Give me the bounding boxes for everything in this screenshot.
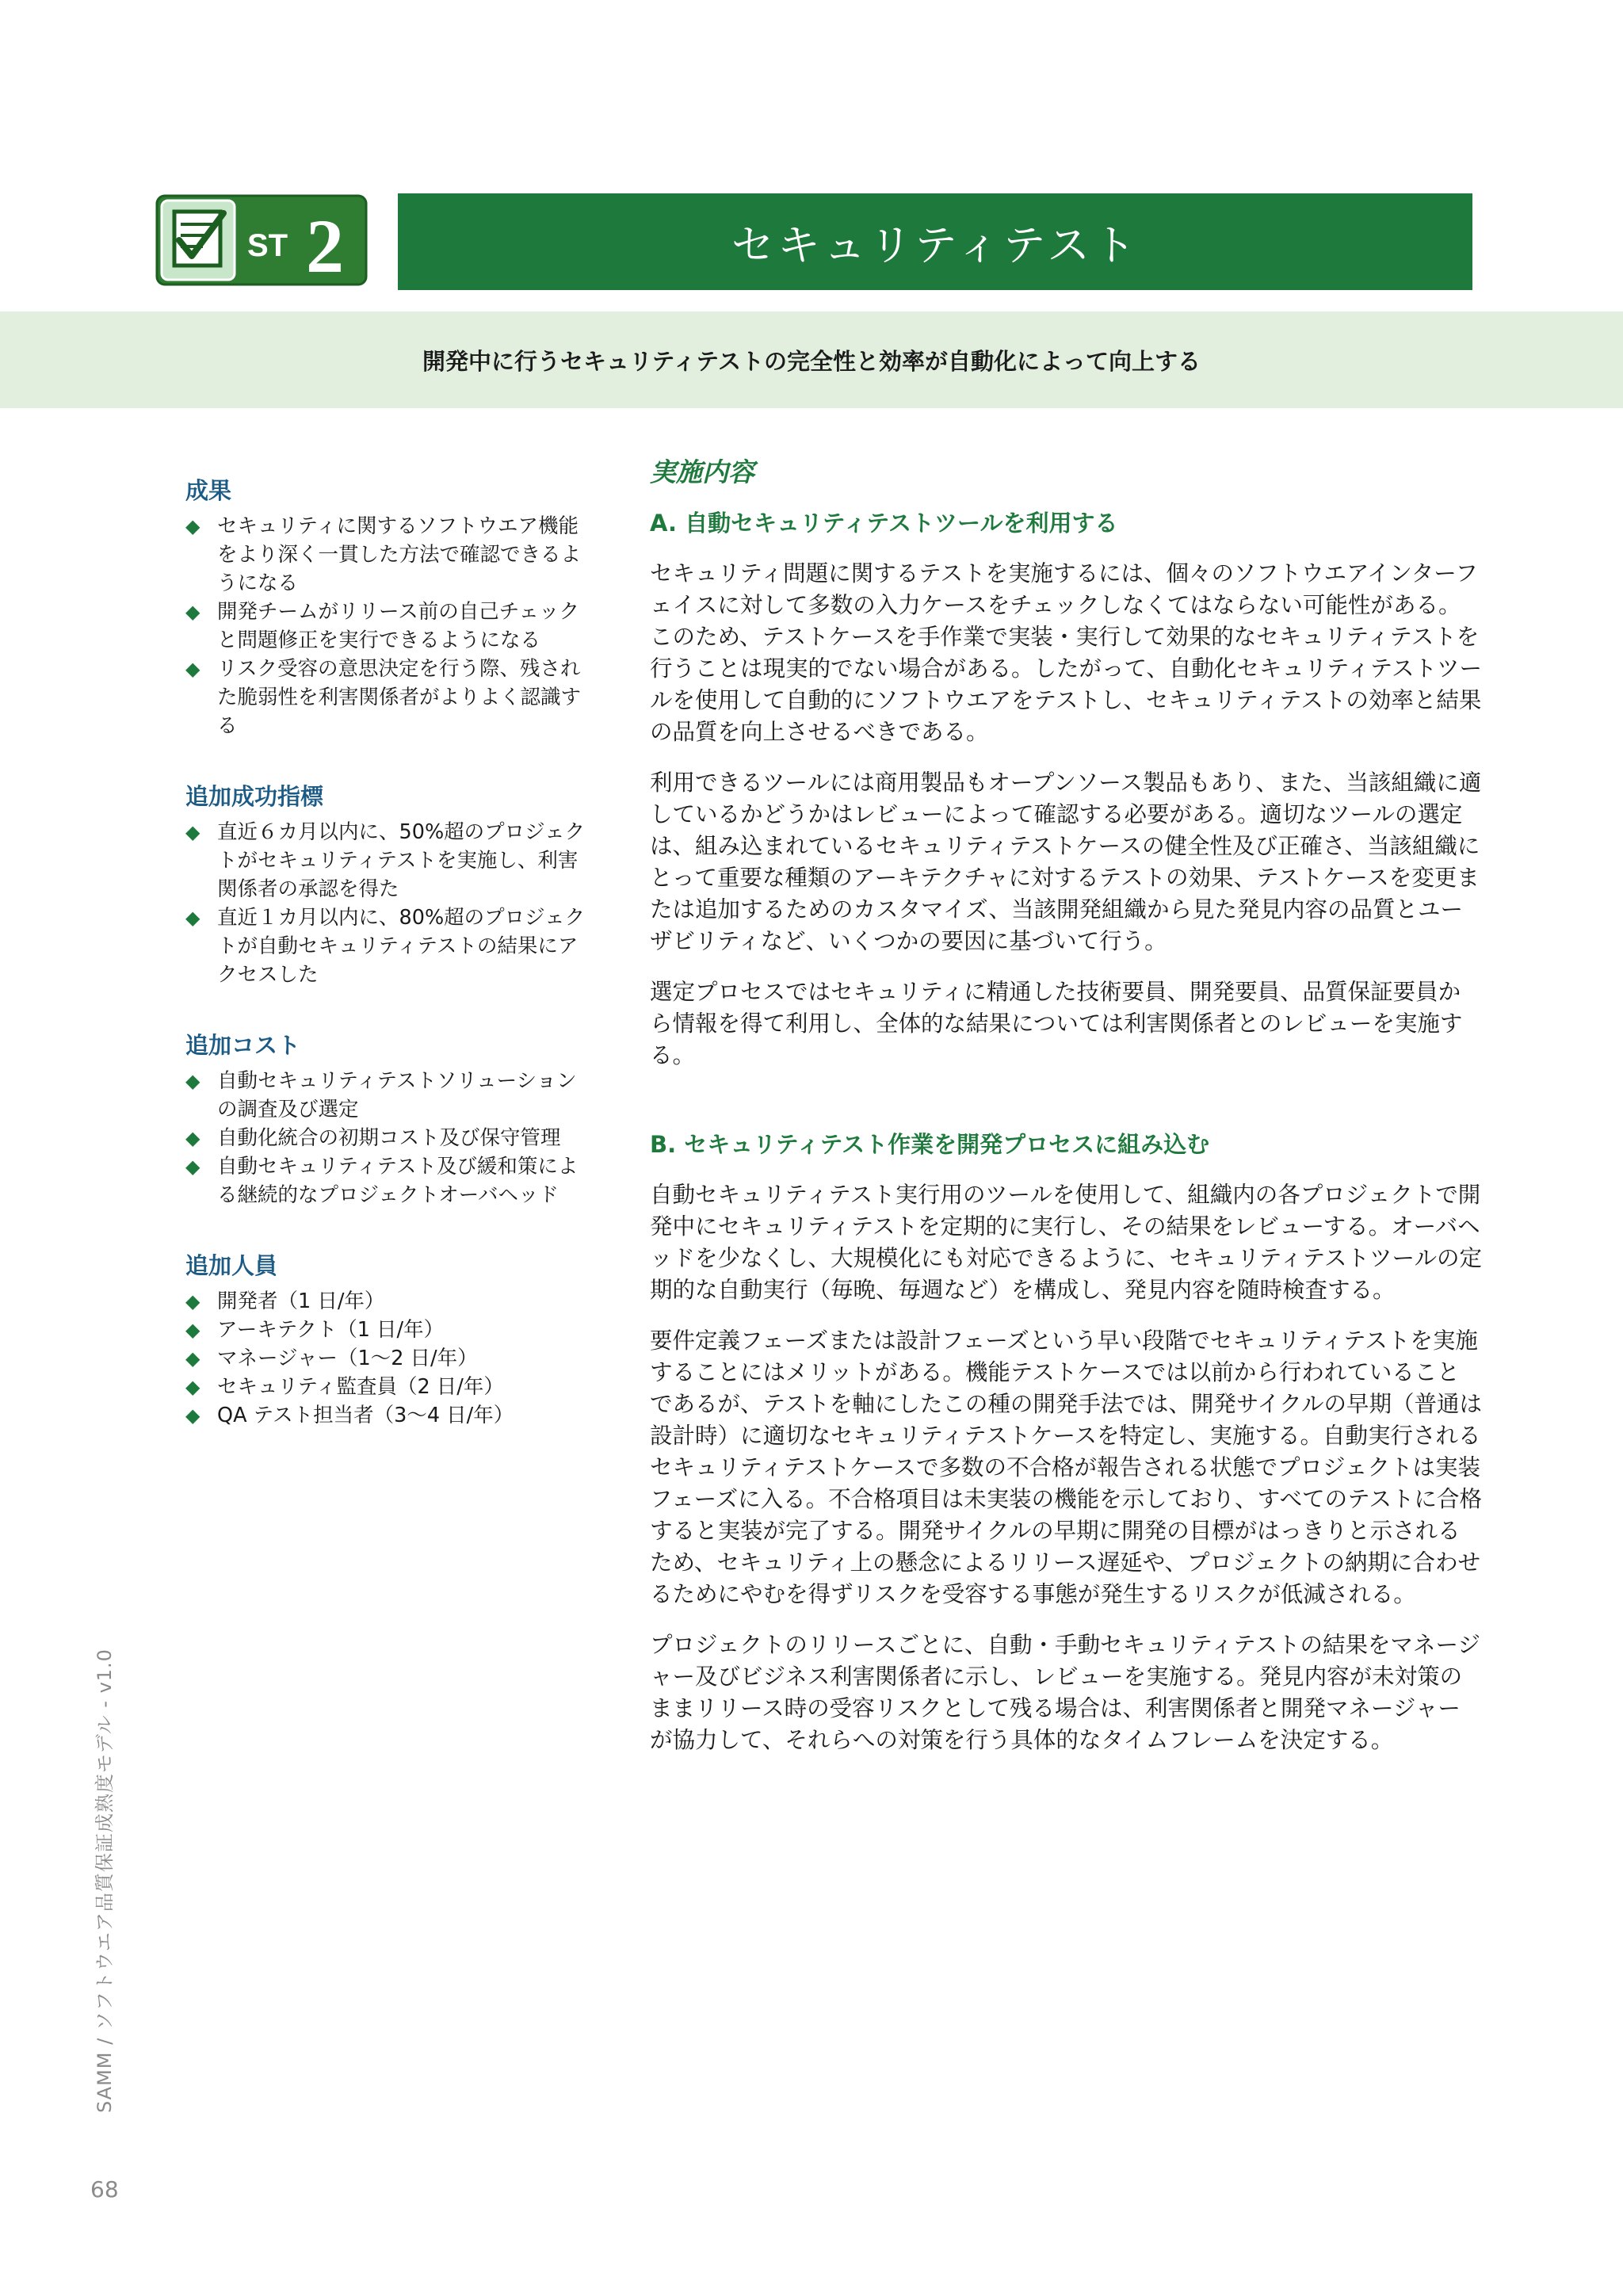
diamond-icon: ◆ bbox=[185, 1404, 200, 1427]
list-item: ◆ 直近６カ月以内に、50%超のプロジェクトがセキュリティテストを実施し、利害関係者の承認を得た bbox=[185, 818, 590, 904]
list-item: ◆ リスク受容の意思決定を行う際、残された脆弱性を利害関係者がよりよく認識する bbox=[185, 655, 590, 740]
diamond-icon: ◆ bbox=[185, 1127, 200, 1149]
personnel-section bbox=[185, 1249, 590, 1430]
list-item: ◆ 自動セキュリティテストソリューションの調査及び選定 bbox=[185, 1067, 590, 1124]
costs-list bbox=[185, 1067, 590, 1209]
diamond-icon: ◆ bbox=[185, 1156, 200, 1178]
diamond-icon: ◆ bbox=[185, 1319, 200, 1341]
list-item: ◆ 開発チームがリリース前の自己チェックと問題修正を実行できるようになる bbox=[185, 598, 590, 655]
list-item: ◆ セキュリティ監査員（2 日/年） bbox=[185, 1373, 590, 1401]
section-a-paragraph: セキュリティ問題に関するテストを実施するには、個々のソフトウエアインターフェイスに対して多数の入力ケースをチェックしなくてはならない可能性がある。このため、テストケースを手作業で実装・実行して効果的なセキュリティテストを行うことは現実的でない場合がある。したがって、自動化セキュリティテストツールを使用して自動的にソフトウエアをテストし、セキュリティテストの効率と結果の品質を向上させるべきである。 bbox=[650, 560, 1482, 745]
list-item: ◆ セキュリティに関するソフトウエア機能をより深く一貫した方法で確認できるようになる bbox=[185, 512, 590, 598]
left-sidebar bbox=[185, 474, 590, 1469]
badge-text: ST bbox=[247, 228, 288, 263]
diamond-icon: ◆ bbox=[185, 1070, 200, 1092]
main-content bbox=[650, 450, 1482, 1775]
results-heading: 成果 bbox=[185, 477, 232, 504]
list-item: ◆ 自動化統合の初期コスト及び保守管理 bbox=[185, 1124, 590, 1152]
list-item: ◆ 開発者（1 日/年） bbox=[185, 1287, 590, 1316]
footer-doc-title: SAMM / ソフトウエア品質保証成熟度モデル - v1.0 bbox=[94, 1648, 116, 2113]
page-title: セキュリティテスト bbox=[398, 193, 1472, 290]
badge-level: 2 bbox=[306, 204, 344, 286]
diamond-icon: ◆ bbox=[185, 821, 200, 843]
results-list bbox=[185, 512, 590, 740]
checklist-icon bbox=[174, 212, 223, 266]
diamond-icon: ◆ bbox=[185, 515, 200, 537]
list-item: ◆ QA テスト担当者（3〜4 日/年） bbox=[185, 1401, 590, 1430]
page-subtitle: 開発中に行うセキュリティテストの完全性と効率が自動化によって向上する bbox=[0, 311, 1623, 408]
section-b-paragraph: 自動セキュリティテスト実行用のツールを使用して、組織内の各プロジェクトで開発中にセキュリティテストを定期的に実行し、その結果をレビューする。オーバヘッドを少なくし、大規模化にも対応できるように、セキュリティテストツールの定期的な自動実行（毎晩、毎週など）を構成し、発見内容を随時検査する。 bbox=[650, 1182, 1482, 1303]
diamond-icon: ◆ bbox=[185, 601, 200, 623]
section-a-heading: A. 自動セキュリティテストツールを利用する bbox=[650, 510, 1118, 537]
personnel-heading: 追加人員 bbox=[185, 1252, 278, 1279]
section-a-paragraph: 選定プロセスではセキュリティに精通した技術要員、開発要員、品質保証要員から情報を得て利用し、全体的な結果については利害関係者とのレビューを実施する。 bbox=[650, 979, 1463, 1068]
list-item: ◆ 直近１カ月以内に、80%超のプロジェクトが自動セキュリティテストの結果にアクセスした bbox=[185, 904, 590, 989]
diamond-icon: ◆ bbox=[185, 1290, 200, 1312]
section-b-paragraph: 要件定義フェーズまたは設計フェーズという早い段階でセキュリティテストを実施することにはメリットがある。機能テストケースでは以前から行われていることであるが、テストを軸にしたこの種の開発手法では、開発サイクルの早期（普通は設計時）に適切なセキュリティテストケースを特定し、実施する。自動実行されるセキュリティテストケースで多数の不合格が報告される状態でプロジェクトは実装フェーズに入る。不合格項目は未実装の機能を示しており、すべてのテストに合格すると実装が完了する。開発サイクルの早期に開発の目標がはっきりと示されるため、セキュリティ上の懸念によるリリース遅延や、プロジェクトの納期に合わせるためにやむを得ずリスクを受容する事態が発生するリスクが低減される。 bbox=[650, 1328, 1482, 1607]
section-b-paragraph: プロジェクトのリリースごとに、自動・手動セキュリティテストの結果をマネージャー及びビジネス利害関係者に示し、レビューを実施する。発見内容が未対策のままリリース時の受容リスクとして残る場合は、利害関係者と開発マネージャーが協力して、それらへの対策を行う具体的なタイムフレームを決定する。 bbox=[650, 1632, 1480, 1753]
list-item: ◆ アーキテクト（1 日/年） bbox=[185, 1316, 590, 1344]
diamond-icon: ◆ bbox=[185, 658, 200, 680]
st2-badge bbox=[155, 194, 368, 286]
activities-heading: 実施内容 bbox=[650, 457, 754, 487]
section-a-paragraph: 利用できるツールには商用製品もオープンソース製品もあり、また、当該組織に適しているかどうかはレビューによって確認する必要がある。適切なツールの選定は、組み込まれているセキュリティテストケースの健全性及び正確さ、当該組織にとって重要な種類のアーキテクチャに対するテストの効果、テストケースを変更または追加するためのカスタマイズ、当該開発組織から見た発見内容の品質とユーザビリティなど、いくつかの要因に基づいて行う。 bbox=[650, 770, 1482, 954]
metrics-list bbox=[185, 818, 590, 989]
results-section bbox=[185, 474, 590, 740]
personnel-list bbox=[185, 1287, 590, 1430]
page-number: 68 bbox=[90, 2176, 119, 2202]
diamond-icon: ◆ bbox=[185, 907, 200, 929]
metrics-section bbox=[185, 780, 590, 989]
diamond-icon: ◆ bbox=[185, 1347, 200, 1370]
metrics-heading: 追加成功指標 bbox=[185, 783, 324, 810]
costs-section bbox=[185, 1029, 590, 1209]
costs-heading: 追加コスト bbox=[185, 1032, 301, 1059]
diamond-icon: ◆ bbox=[185, 1376, 200, 1398]
list-item: ◆ 自動セキュリティテスト及び緩和策による継続的なプロジェクトオーバヘッド bbox=[185, 1152, 590, 1209]
section-b-heading: B. セキュリティテスト作業を開発プロセスに組み込む bbox=[650, 1131, 1210, 1158]
list-item: ◆ マネージャー（1〜2 日/年） bbox=[185, 1344, 590, 1373]
